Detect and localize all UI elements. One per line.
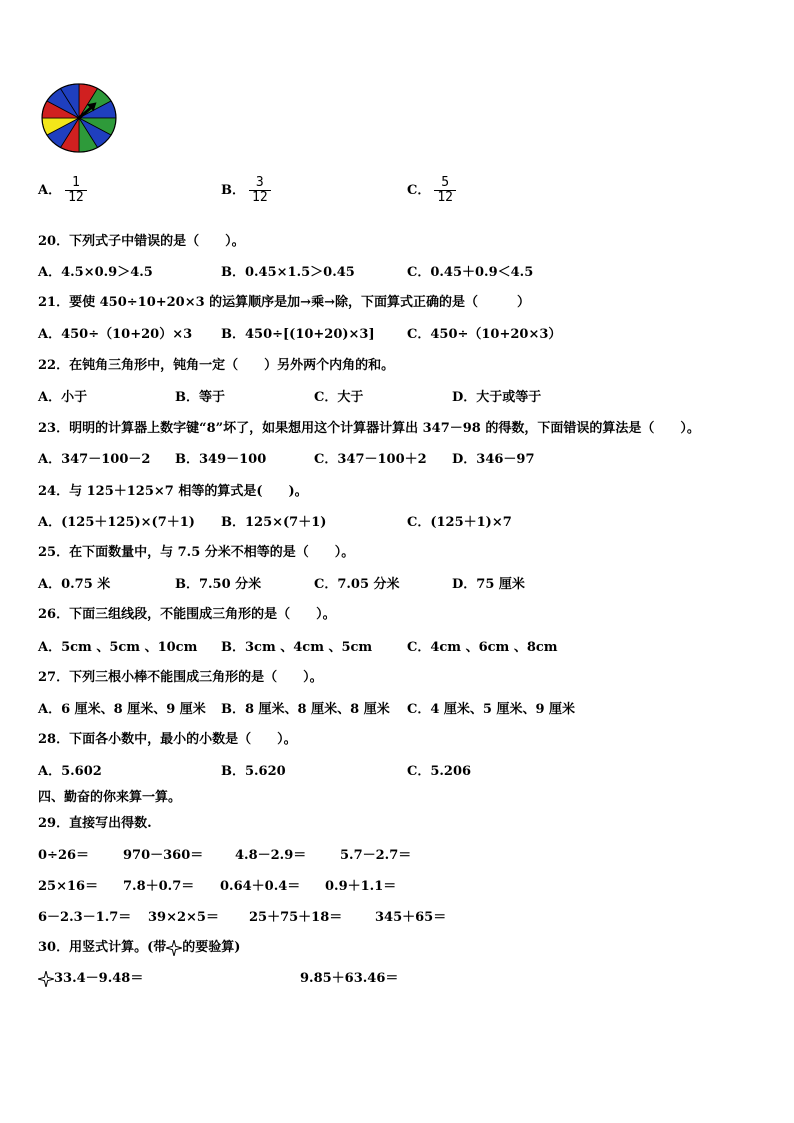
- q22-option-c[interactable]: C．大于: [314, 390, 364, 405]
- calc-item: 7.8＋0.7＝: [123, 879, 195, 894]
- section-4-title: 四、勤奋的你来算一算。: [38, 790, 182, 805]
- q27-option-b[interactable]: B．8 厘米、8 厘米、8 厘米: [221, 702, 390, 717]
- calc-item: 970－360＝: [123, 848, 204, 863]
- question-24: 24．与 125＋125×7 相等的算式是( )。: [38, 484, 308, 499]
- question-25: 25．在下面数量中，与 7.5 分米不相等的是（ ）。: [38, 545, 355, 560]
- q28-option-a[interactable]: A．5.602: [38, 764, 102, 779]
- q24-option-c[interactable]: C．(125＋1)×7: [407, 515, 512, 530]
- q25-option-b[interactable]: B．7.50 分米: [175, 577, 262, 592]
- q19-option-b[interactable]: [221, 176, 271, 205]
- q22-option-a[interactable]: A．小于: [38, 390, 88, 405]
- q26-option-b[interactable]: B．3cm 、4cm 、5cm: [221, 640, 373, 655]
- q19-option-c[interactable]: [407, 176, 456, 205]
- calc-item: 0.9＋1.1＝: [325, 879, 397, 894]
- question-21: 21．要使 450÷10+20×3 的运算顺序是加→乘→除，下面算式正确的是（ ）: [38, 295, 530, 310]
- q21-option-a[interactable]: A．450÷（10+20）×3: [38, 327, 193, 342]
- option-letter: A．: [38, 183, 62, 198]
- q25-option-d[interactable]: D．75 厘米: [452, 577, 525, 592]
- q24-option-b[interactable]: B．125×(7＋1): [221, 515, 327, 530]
- fraction: [65, 176, 87, 205]
- q20-option-b[interactable]: B．0.45×1.5＞0.45: [221, 265, 355, 280]
- q27-option-a[interactable]: A．6 厘米、8 厘米、9 厘米: [38, 702, 206, 717]
- option-letter: C．: [407, 183, 431, 198]
- question-29: 29．直接写出得数.: [38, 816, 152, 831]
- calc-item: 25×16＝: [38, 879, 99, 894]
- q23-option-c[interactable]: C．347－100＋2: [314, 452, 427, 467]
- q20-option-c[interactable]: C．0.45＋0.9＜4.5: [407, 265, 534, 280]
- option-letter: B．: [221, 183, 245, 198]
- denominator: 12: [65, 190, 87, 205]
- q22-option-b[interactable]: B．等于: [175, 390, 225, 405]
- q26-option-a[interactable]: A．5cm 、5cm 、10cm: [38, 640, 198, 655]
- question-28: 28．下面各小数中，最小的小数是（ ）。: [38, 732, 297, 747]
- q22-option-d[interactable]: D．大于或等于: [452, 390, 542, 405]
- four-point-star-icon: [38, 971, 54, 987]
- fraction: [434, 176, 456, 205]
- q28-option-c[interactable]: C．5.206: [407, 764, 472, 779]
- calc-item: 39×2×5＝: [148, 910, 219, 925]
- q20-option-a[interactable]: A．4.5×0.9＞4.5: [38, 265, 153, 280]
- q30-item-1: [38, 967, 143, 987]
- question-27: 27．下列三根小棒不能围成三角形的是（ ）。: [38, 670, 323, 685]
- q24-option-a[interactable]: A．(125＋125)×(7＋1): [38, 515, 195, 530]
- q30-text-after: 的要验算): [182, 940, 241, 955]
- calc-item: 0÷26＝: [38, 848, 90, 863]
- q30-text-before: 30．用竖式计算。(带: [38, 940, 167, 955]
- question-22: 22．在钝角三角形中，钝角一定（ ）另外两个内角的和。: [38, 358, 395, 373]
- calc-item: 4.8－2.9＝: [235, 848, 307, 863]
- calc-item: 0.64＋0.4＝: [220, 879, 301, 894]
- question-20: 20．下列式子中错误的是（ ）。: [38, 234, 245, 249]
- q21-option-b[interactable]: B．450÷[(10+20)×3]: [221, 327, 375, 342]
- q21-option-c[interactable]: C．450÷（10+20×3）: [407, 327, 562, 342]
- numerator: 5: [441, 175, 450, 190]
- calc-item: 6－2.3－1.7＝: [38, 910, 132, 925]
- question-23: 23．明明的计算器上数字键“8”坏了，如果想用这个计算器计算出 347－98 的得数，下面错误的算法是（ ）。: [38, 421, 700, 436]
- q25-option-a[interactable]: A．0.75 米: [38, 577, 111, 592]
- q28-option-b[interactable]: B．5.620: [221, 764, 286, 779]
- denominator: 12: [249, 190, 271, 205]
- numerator: 1: [72, 175, 80, 190]
- q23-option-b[interactable]: B．349－100: [175, 452, 267, 467]
- q30-item-2: 9.85＋63.46＝: [300, 971, 399, 986]
- four-point-star-icon: [166, 940, 182, 956]
- q23-option-a[interactable]: A．347－100－2: [38, 452, 151, 467]
- question-26: 26．下面三组线段，不能围成三角形的是（ ）。: [38, 607, 336, 622]
- calc-item: 25＋75＋18＝: [249, 910, 343, 925]
- q19-option-a[interactable]: [38, 176, 87, 205]
- calc-item: 345＋65＝: [375, 910, 447, 925]
- q23-option-d[interactable]: D．346－97: [452, 452, 535, 467]
- spinner-wheel-image: [40, 82, 118, 154]
- fraction: [249, 176, 271, 205]
- denominator: 12: [434, 190, 456, 205]
- calc-item: 5.7－2.7＝: [340, 848, 412, 863]
- calc-item: 33.4－9.48＝: [54, 971, 144, 986]
- q27-option-c[interactable]: C．4 厘米、5 厘米、9 厘米: [407, 702, 576, 717]
- q25-option-c[interactable]: C．7.05 分米: [314, 577, 400, 592]
- question-30: [38, 936, 240, 956]
- q26-option-c[interactable]: C．4cm 、6cm 、8cm: [407, 640, 558, 655]
- numerator: 3: [255, 175, 264, 190]
